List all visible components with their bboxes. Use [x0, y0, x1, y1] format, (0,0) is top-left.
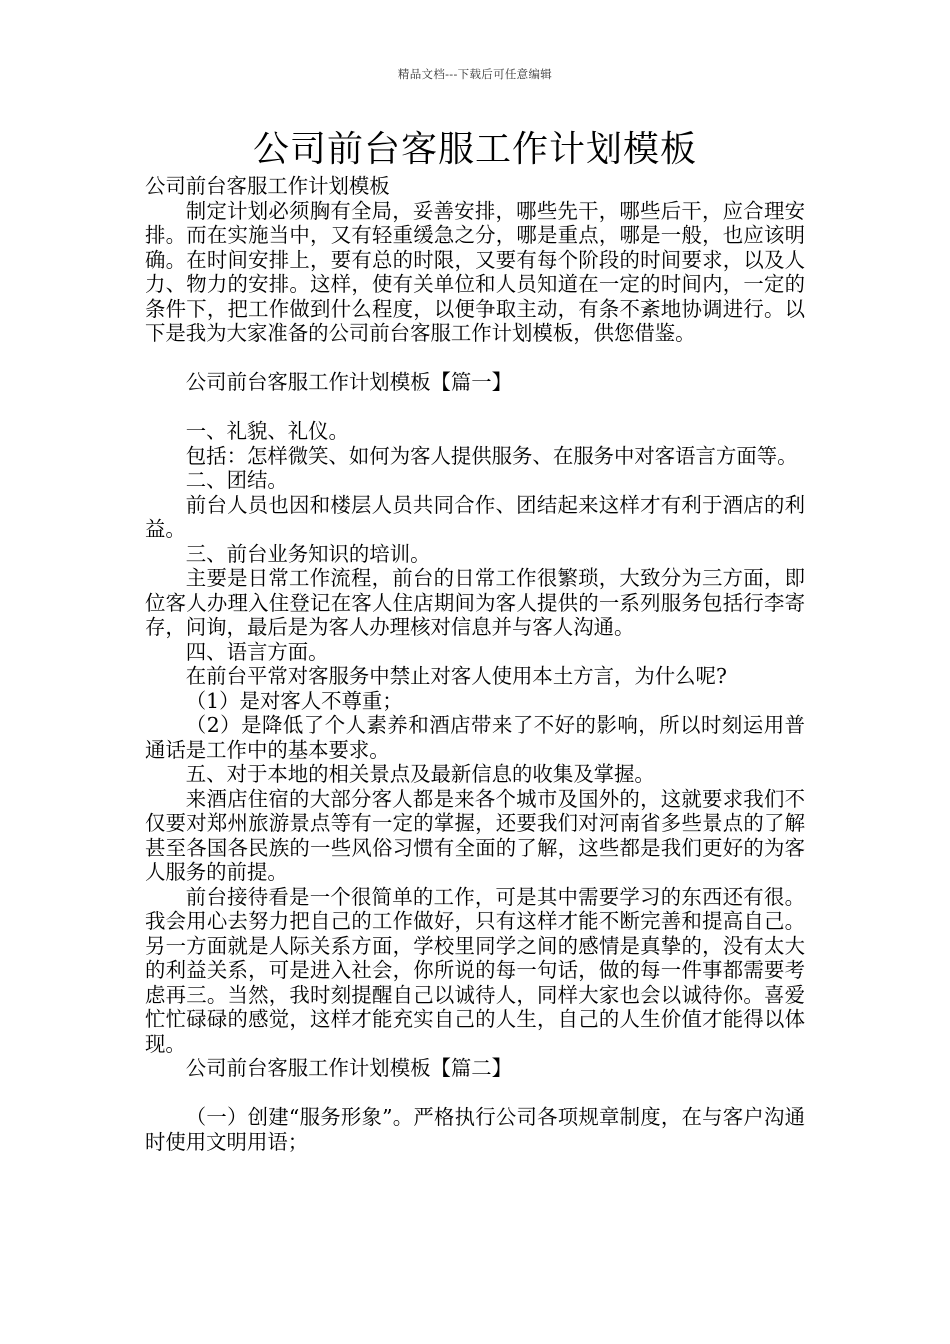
document-body — [145, 174, 805, 1154]
body-paragraph: 包括：怎样微笑、如何为客人提供服务、在服务中对客语言方面等。 — [185, 443, 798, 468]
body-paragraph: （2）是降低了个人素养和酒店带来了不好的影响，所以时刻运用普通话是工作中的基本要求。 — [145, 713, 805, 762]
body-paragraph: （1）是对客人不尊重； — [185, 688, 403, 713]
body-paragraph: 三、前台业务知识的培训。 — [185, 541, 431, 566]
body-paragraph: 四、语言方面。 — [185, 639, 329, 664]
body-paragraph: （一）创建“服务形象”。严格执行公司各项规章制度，在与客户沟通时使用文明用语； — [145, 1105, 805, 1154]
paragraph-gap — [145, 346, 805, 371]
paragraph-gap — [145, 395, 805, 420]
body-paragraph: 前台接待看是一个很简单的工作，可是其中需要学习的东西还有很。我会用心去努力把自己的工作做好，只有这样才能不断完善和提高自己。另一方面就是人际关系方面，学校里同学之间的感情是真挚的，没有太大的利益关系，可是进入社会，你所说的每一句话，做的每一件事都需要考虑再三。当然，我时刻提醒自己以诚待人，同样大家也会以诚待你。喜爱忙忙碌碌的感觉，这样才能充实自己的人生，自己的人生价值才能得以体现。 — [145, 884, 805, 1056]
document-title: 公司前台客服工作计划模板 — [252, 129, 697, 170]
header-note: 精品文档---下载后可任意编辑 — [397, 67, 553, 81]
body-paragraph: 五、对于本地的相关景点及最新信息的收集及掌握。 — [185, 762, 655, 786]
body-paragraph: 在前台平常对客服务中禁止对客人使用本土方言，为什么呢? — [185, 664, 727, 688]
body-paragraph: 来酒店住宿的大部分客人都是来各个城市及国外的，这就要求我们不仅要对郑州旅游景点等有一定的掌握，还要我们对河南省多些景点的了解甚至各国各民族的一些风俗习惯有全面的了解，这些都是我们更好的为客人服务的前提。 — [145, 786, 805, 884]
body-paragraph: 二、团结。 — [185, 468, 288, 492]
body-paragraph: 前台人员也因和楼层人员共同合作、团结起来这样才有利于酒店的利益。 — [145, 492, 805, 541]
body-paragraph: 公司前台客服工作计划模板【篇二】 — [185, 1056, 513, 1080]
paragraph-gap — [145, 1081, 805, 1106]
body-paragraph: 公司前台客服工作计划模板【篇一】 — [185, 370, 513, 394]
body-paragraph: 制定计划必须胸有全局，妥善安排，哪些先干，哪些后干，应合理安排。而在实施当中，又有轻重缓急之分，哪是重点，哪是一般，也应该明确。在时间安排上，要有总的时限，又要有每个阶段的时间要求，以及人力、物力的安排。这样，使有关单位和人员知道在一定的时间内，一定的条件下，把工作做到什么程度，以便争取主动，有条不紊地协调进行。以下是我为大家准备的公司前台客服工作计划模板，供您借鉴。 — [145, 198, 805, 345]
body-paragraph: 公司前台客服工作计划模板 — [145, 174, 390, 198]
body-paragraph: 一、礼貌、礼仪。 — [185, 419, 349, 443]
body-paragraph: 主要是日常工作流程，前台的日常工作很繁琐，大致分为三方面，即位客人办理入住登记在客人住店期间为客人提供的一系列服务包括行李寄存，问询，最后是为客人办理核对信息并与客人沟通。 — [145, 566, 805, 639]
